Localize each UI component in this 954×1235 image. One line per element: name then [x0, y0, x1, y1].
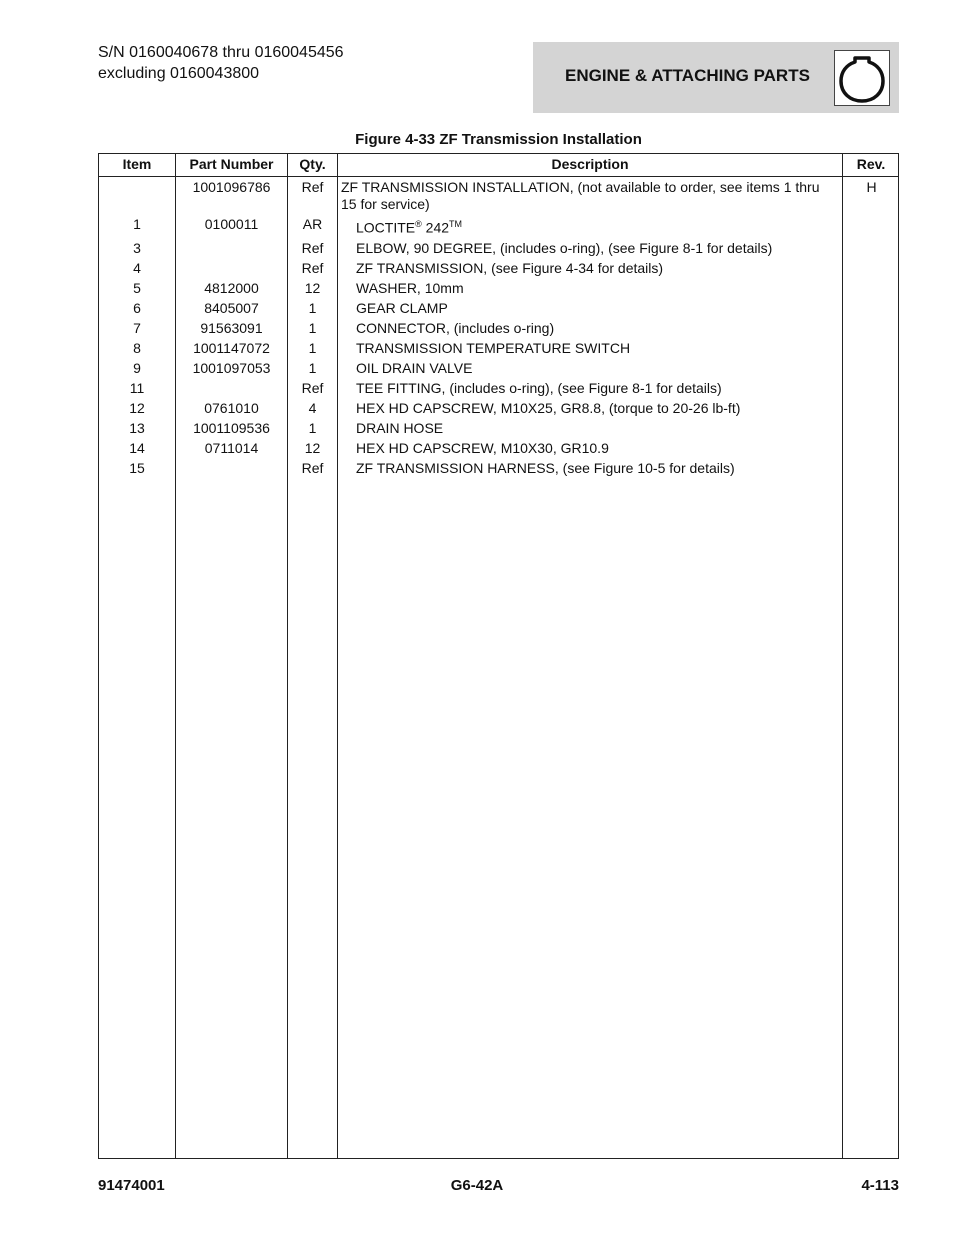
item-number: 7: [133, 319, 141, 336]
quantity: Ref: [301, 379, 324, 396]
table-row: [99, 459, 898, 479]
table-row: [99, 439, 898, 459]
description: TRANSMISSION TEMPERATURE SWITCH: [356, 339, 631, 356]
registered-mark: ®: [415, 219, 422, 229]
loctite-name: LOCTITE: [356, 219, 416, 236]
description: GEAR CLAMP: [356, 299, 448, 316]
header-item: Item: [122, 156, 152, 172]
part-number: 1001097053: [192, 359, 271, 376]
item-number: 6: [133, 299, 141, 316]
description: [341, 216, 838, 237]
quantity: 4: [308, 399, 317, 416]
table-header: [99, 154, 898, 177]
table-body: [99, 178, 898, 479]
engine-outline-icon: [834, 50, 890, 106]
table-row: [99, 215, 898, 239]
item-number: 4: [133, 259, 141, 276]
description: DRAIN HOSE: [356, 419, 444, 436]
quantity: Ref: [301, 239, 324, 256]
part-number: 1001147072: [193, 339, 270, 356]
part-number: 0100011: [204, 216, 259, 232]
description: OIL DRAIN VALVE: [356, 359, 473, 376]
table-row: [99, 379, 898, 399]
part-number: 0711014: [204, 439, 259, 456]
section-banner: [533, 42, 899, 113]
description: TEE FITTING, (includes o-ring), (see Figure 8-1 for details): [356, 379, 722, 396]
table-row: [99, 279, 898, 299]
trademark-mark: TM: [449, 219, 463, 229]
loctite-number: 242: [425, 219, 450, 236]
part-number: 1001109536: [193, 419, 270, 436]
quantity: Ref: [301, 459, 324, 476]
table-row: [99, 178, 898, 215]
quantity: 1: [308, 359, 317, 376]
item-number: 13: [129, 419, 145, 436]
quantity: 12: [304, 439, 321, 456]
description: ZF TRANSMISSION, (see Figure 4-34 for details): [356, 259, 664, 276]
header-description: Description: [551, 156, 629, 172]
part-number: 4812000: [204, 279, 259, 296]
table-row: [99, 359, 898, 379]
description: WASHER, 10mm: [356, 279, 464, 296]
item-number: 9: [133, 359, 141, 376]
description: CONNECTOR, (includes o-ring): [356, 319, 555, 336]
description: ZF TRANSMISSION HARNESS, (see Figure 10-5 for details): [356, 459, 735, 476]
item-number: 14: [129, 439, 145, 456]
header-rev: Rev.: [856, 156, 886, 172]
item-number: 3: [133, 239, 141, 256]
description: HEX HD CAPSCREW, M10X30, GR10.9: [356, 439, 609, 456]
figure-title: Figure 4-33 ZF Transmission Installation: [355, 131, 642, 148]
table-row: [99, 419, 898, 439]
table-row: [99, 239, 898, 259]
table-row: [99, 399, 898, 419]
item-number: 5: [133, 279, 141, 296]
part-number: 1001096786: [192, 179, 271, 195]
table-row: [99, 319, 898, 339]
item-number: 12: [129, 399, 145, 416]
description: HEX HD CAPSCREW, M10X25, GR8.8, (torque to 20-26 lb-ft): [356, 399, 741, 416]
header-qty: Qty.: [299, 156, 326, 172]
description: ELBOW, 90 DEGREE, (includes o-ring), (see Figure 8-1 for details): [356, 239, 773, 256]
serial-range-line2: excluding 0160043800: [98, 65, 260, 82]
quantity: 1: [308, 339, 317, 356]
quantity: 1: [308, 419, 317, 436]
description: ZF TRANSMISSION INSTALLATION, (not available to order, see items 1 thru 15 for service): [341, 179, 820, 212]
part-number: 91563091: [200, 319, 263, 336]
quantity: Ref: [301, 259, 324, 276]
part-number: 0761010: [204, 399, 259, 416]
serial-range-line1: S/N 0160040678 thru 0160045456: [98, 44, 344, 61]
serial-range: [98, 42, 344, 84]
quantity: Ref: [301, 179, 324, 195]
revision: H: [866, 179, 877, 195]
table-row: [99, 259, 898, 279]
item-number: 11: [129, 379, 145, 396]
footer-model: G6-42A: [450, 1177, 504, 1194]
quantity: 1: [308, 299, 317, 316]
header-part-number: Part Number: [189, 156, 274, 172]
quantity: 1: [308, 319, 317, 336]
table-row: [99, 339, 898, 359]
parts-table: [98, 153, 899, 1159]
section-title: ENGINE & ATTACHING PARTS: [565, 66, 810, 85]
item-number: 8: [133, 339, 141, 356]
quantity: 12: [304, 279, 321, 296]
footer-manual-number: 91474001: [98, 1177, 165, 1194]
part-number: 8405007: [204, 299, 259, 316]
table-row: [99, 299, 898, 319]
quantity: AR: [302, 216, 323, 232]
item-number: 1: [133, 216, 141, 232]
footer-page-number: 4-113: [861, 1177, 899, 1194]
item-number: 15: [129, 459, 145, 476]
